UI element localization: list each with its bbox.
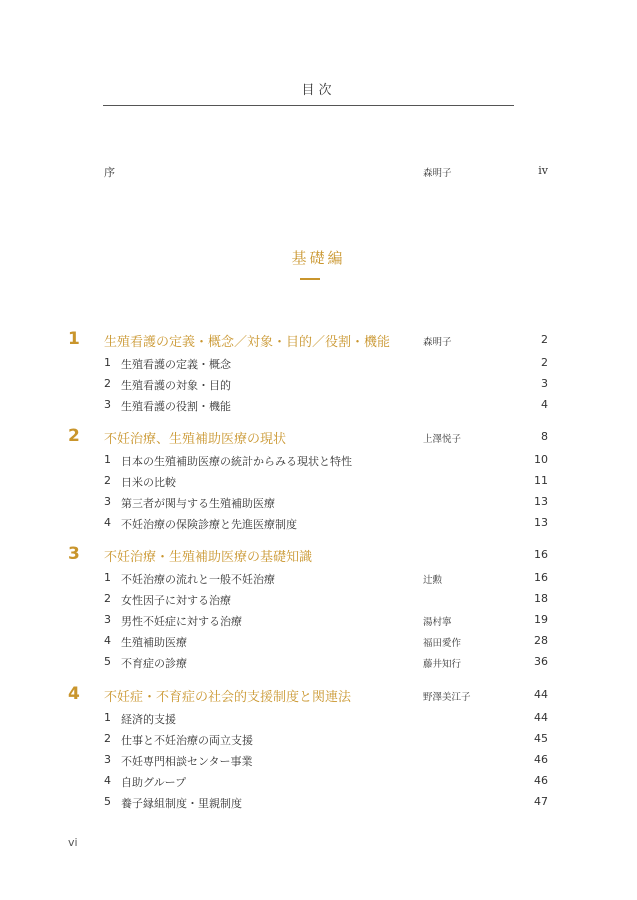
- title-divider: [103, 105, 514, 106]
- section-title: 不妊治療の保険診療と先進医療制度: [121, 518, 297, 531]
- toc-section-3-4[interactable]: [0, 632, 637, 652]
- chapter-title: 不妊治療・生殖補助医療の基礎知識: [104, 550, 313, 565]
- section-title: 仕事と不妊治療の両立支援: [121, 734, 253, 747]
- toc-section-4-2[interactable]: [0, 730, 637, 750]
- section-number: 1: [104, 453, 111, 466]
- section-page: 3: [541, 377, 548, 390]
- section-page: 16: [534, 571, 548, 584]
- section-title: 第三者が関与する生殖補助医療: [121, 497, 275, 510]
- section-title: 生殖看護の対象・目的: [121, 379, 231, 392]
- section-number: 3: [104, 398, 111, 411]
- entry-author: 森明子: [423, 168, 452, 179]
- section-number: 1: [104, 711, 111, 724]
- section-author: 湯村寧: [423, 617, 452, 628]
- section-page: 4: [541, 398, 548, 411]
- section-page: 46: [534, 753, 548, 766]
- toc-entry-preface[interactable]: [0, 162, 637, 182]
- page-number: vi: [68, 836, 78, 849]
- chapter-title: 不妊治療、生殖補助医療の現状: [104, 432, 287, 447]
- section-page: 28: [534, 634, 548, 647]
- section-page: 47: [534, 795, 548, 808]
- toc-section-3-1[interactable]: [0, 569, 637, 589]
- section-number: 4: [104, 774, 111, 787]
- chapter-title: 生殖看護の定義・概念／対象・目的／役割・機能: [104, 335, 391, 350]
- section-author: 辻勲: [423, 575, 443, 586]
- section-number: 3: [104, 495, 111, 508]
- section-page: 13: [534, 495, 548, 508]
- chapter-title: 不妊症・不育症の社会的支援制度と関連法: [104, 690, 352, 705]
- section-title: 生殖看護の定義・概念: [121, 358, 231, 371]
- chapter-number: 4: [68, 684, 80, 704]
- toc-section-2-3[interactable]: [0, 493, 637, 513]
- section-number: 1: [104, 571, 111, 584]
- section-title: 生殖看護の役割・機能: [121, 400, 231, 413]
- entry-page: iv: [538, 164, 548, 177]
- entry-title: 序: [104, 166, 115, 179]
- section-title: 女性因子に対する治療: [121, 594, 231, 607]
- chapter-page: 2: [541, 333, 548, 346]
- section-author: 福田愛作: [423, 638, 462, 649]
- chapter-page: 8: [541, 430, 548, 443]
- chapter-author: 野澤美江子: [423, 692, 471, 703]
- chapter-number: 1: [68, 329, 80, 349]
- toc-section-4-3[interactable]: [0, 751, 637, 771]
- chapter-heading-4[interactable]: [0, 684, 637, 708]
- section-number: 3: [104, 753, 111, 766]
- part-divider: [300, 278, 320, 280]
- chapter-heading-2[interactable]: [0, 426, 637, 450]
- section-title: 養子縁組制度・里親制度: [121, 797, 242, 810]
- chapter-page: 44: [534, 688, 548, 701]
- section-number: 1: [104, 356, 111, 369]
- chapter-heading-3[interactable]: [0, 544, 637, 568]
- toc-section-4-4[interactable]: [0, 772, 637, 792]
- section-number: 4: [104, 516, 111, 529]
- toc-section-3-3[interactable]: [0, 611, 637, 631]
- section-page: 13: [534, 516, 548, 529]
- section-page: 46: [534, 774, 548, 787]
- toc-section-4-1[interactable]: [0, 709, 637, 729]
- section-title: 日米の比較: [121, 476, 176, 489]
- toc-section-1-3[interactable]: [0, 396, 637, 416]
- chapter-author: 上澤悦子: [423, 434, 462, 445]
- section-number: 2: [104, 474, 111, 487]
- section-page: 19: [534, 613, 548, 626]
- chapter-page: 16: [534, 548, 548, 561]
- section-title: 不妊治療の流れと一般不妊治療: [121, 573, 275, 586]
- toc-section-3-5[interactable]: [0, 653, 637, 673]
- toc-section-1-1[interactable]: [0, 354, 637, 374]
- section-title: 日本の生殖補助医療の統計からみる現状と特性: [121, 455, 352, 468]
- chapter-author: 森明子: [423, 337, 452, 348]
- section-page: 10: [534, 453, 548, 466]
- section-title: 不妊専門相談センター事業: [121, 755, 253, 768]
- section-number: 2: [104, 377, 111, 390]
- page-title: 目次: [301, 83, 336, 98]
- section-page: 2: [541, 356, 548, 369]
- toc-section-2-1[interactable]: [0, 451, 637, 471]
- section-number: 2: [104, 592, 111, 605]
- section-title: 自助グループ: [121, 776, 187, 789]
- toc-section-4-5[interactable]: [0, 793, 637, 813]
- section-page: 45: [534, 732, 548, 745]
- section-number: 4: [104, 634, 111, 647]
- section-author: 藤井知行: [423, 659, 462, 670]
- section-title: 生殖補助医療: [121, 636, 187, 649]
- toc-section-2-2[interactable]: [0, 472, 637, 492]
- section-number: 3: [104, 613, 111, 626]
- section-number: 5: [104, 655, 111, 668]
- toc-section-1-2[interactable]: [0, 375, 637, 395]
- toc-section-3-2[interactable]: [0, 590, 637, 610]
- chapter-number: 2: [68, 426, 80, 446]
- toc-section-2-4[interactable]: [0, 514, 637, 534]
- section-page: 36: [534, 655, 548, 668]
- part-title: 基礎編: [291, 249, 346, 267]
- chapter-heading-1[interactable]: [0, 329, 637, 353]
- section-title: 男性不妊症に対する治療: [121, 615, 242, 628]
- section-number: 5: [104, 795, 111, 808]
- section-title: 不育症の診療: [121, 657, 187, 670]
- section-page: 11: [534, 474, 548, 487]
- section-title: 経済的支援: [121, 713, 176, 726]
- section-page: 18: [534, 592, 548, 605]
- section-number: 2: [104, 732, 111, 745]
- section-page: 44: [534, 711, 548, 724]
- chapter-number: 3: [68, 544, 80, 564]
